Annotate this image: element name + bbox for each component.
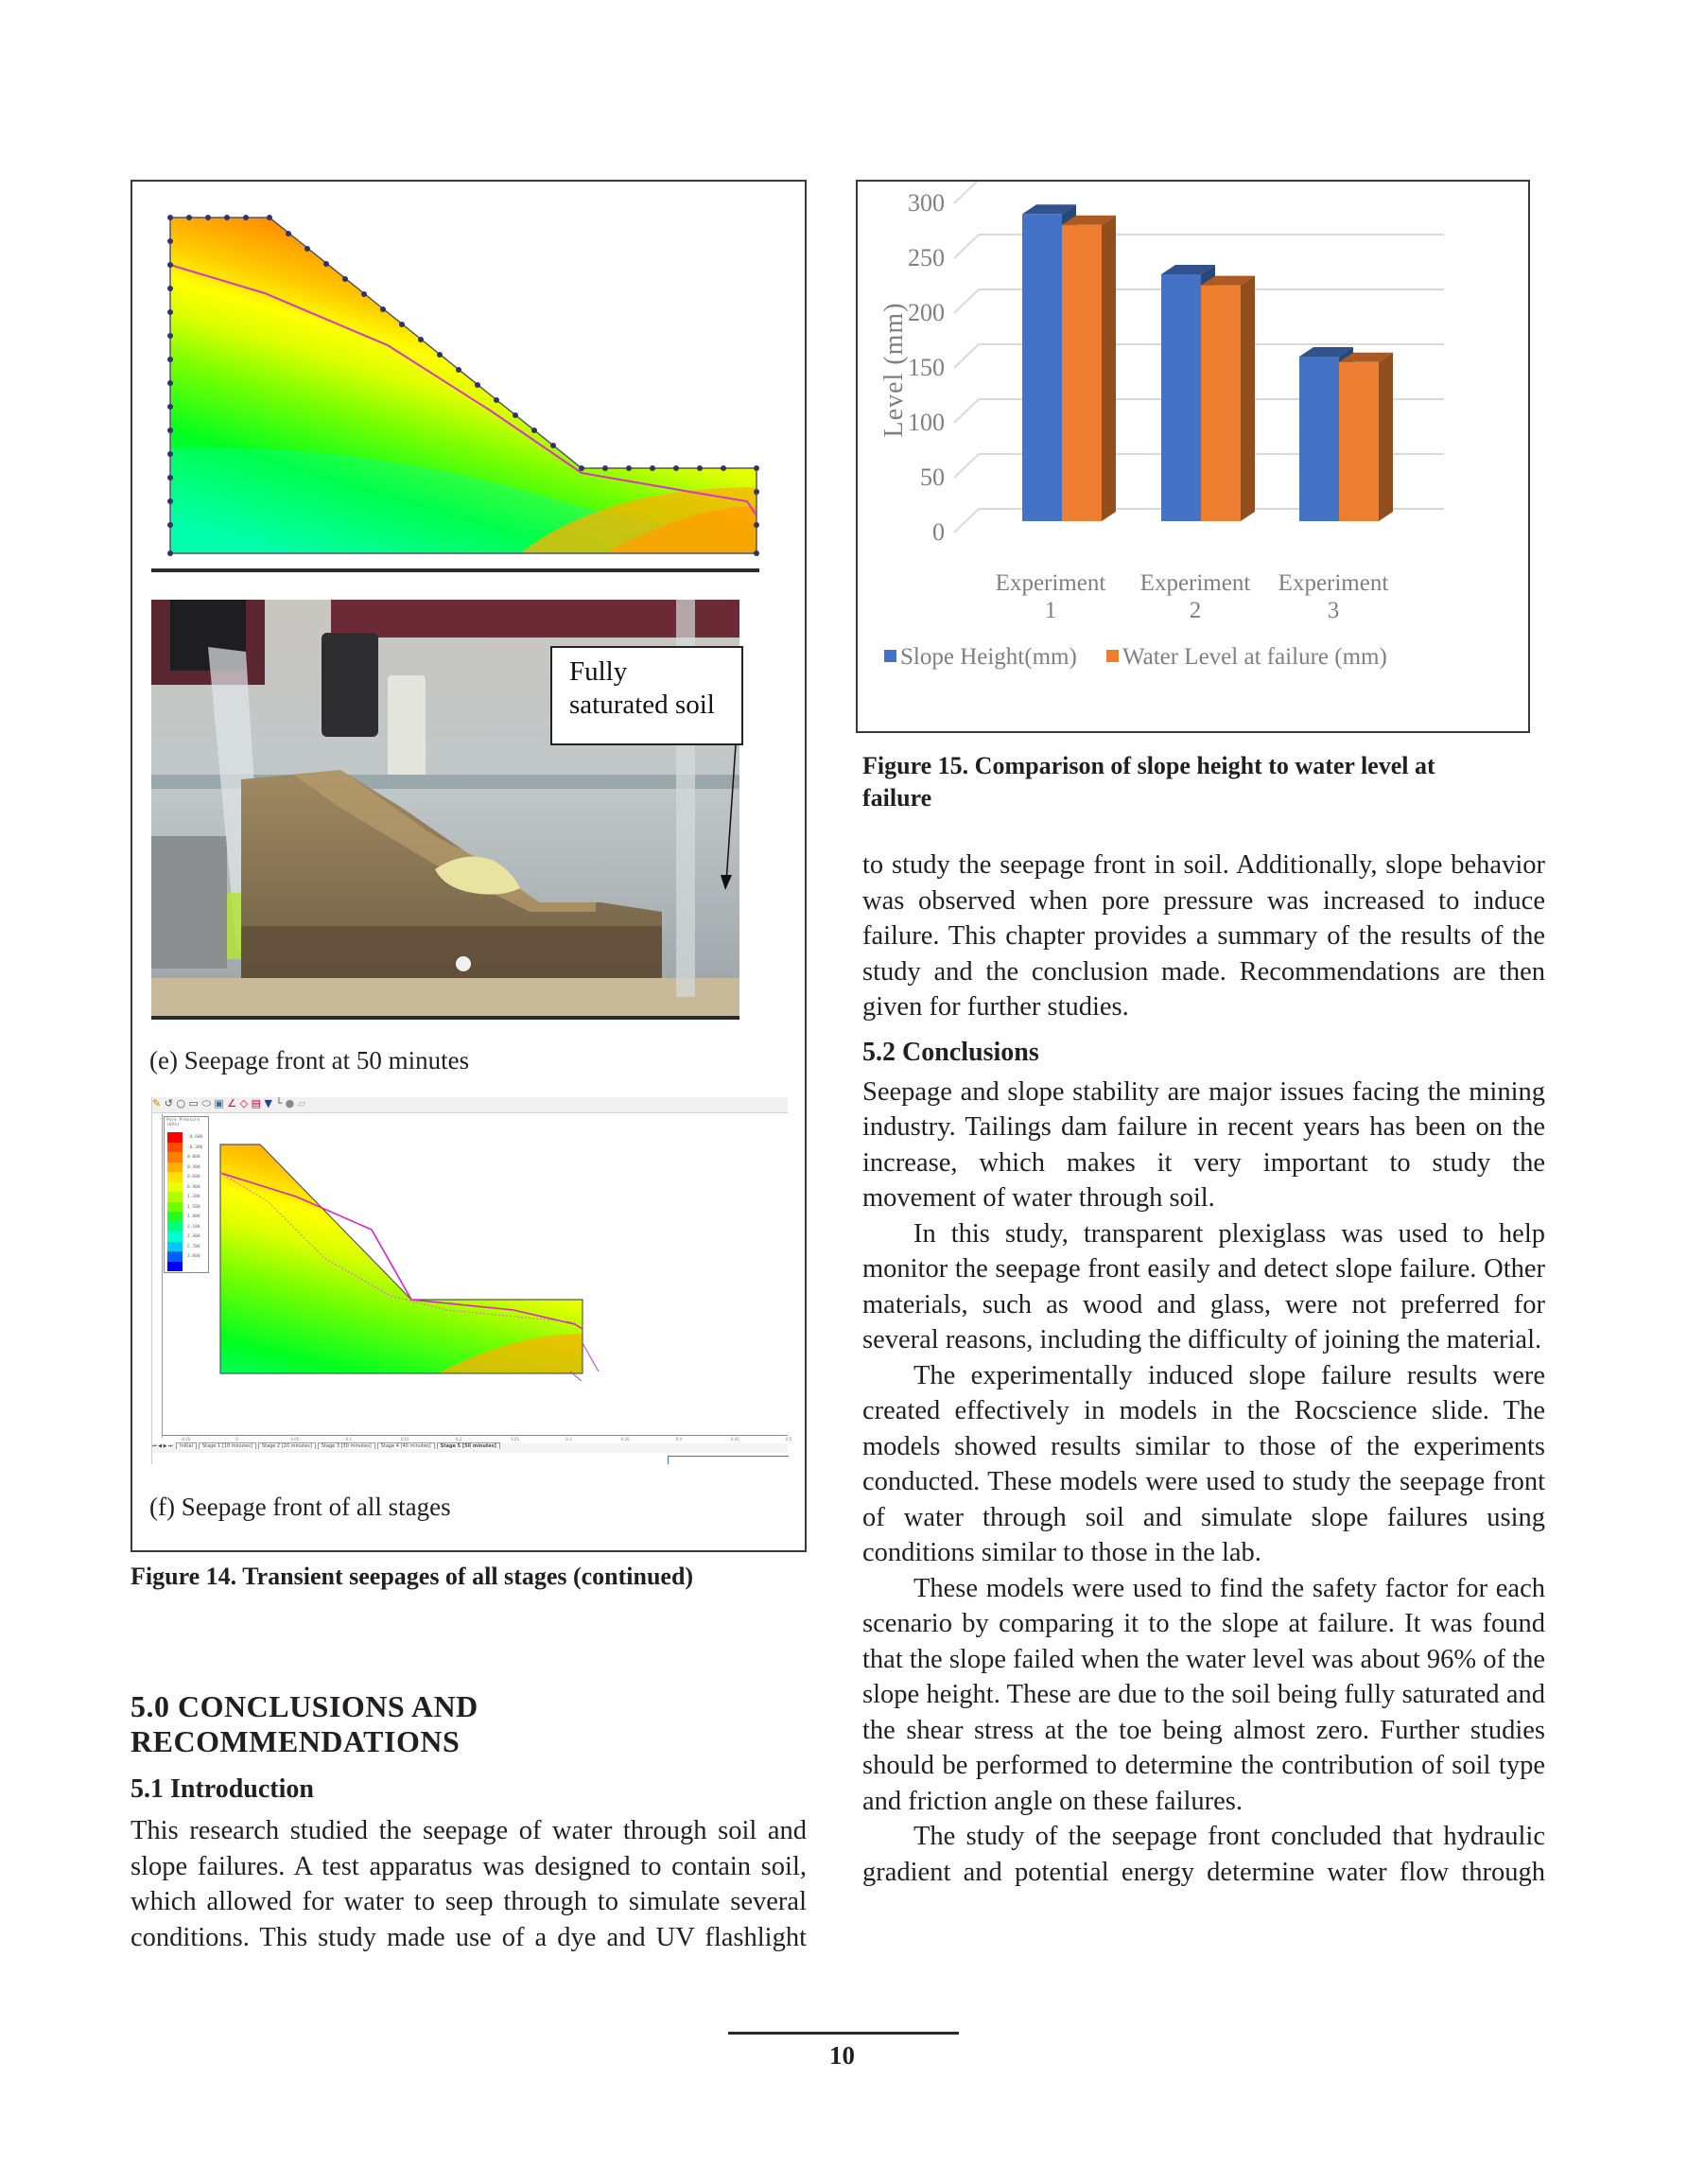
legend-value: 1.800 [187, 1214, 200, 1220]
figure-divider-1 [151, 568, 759, 572]
right-column-text [862, 847, 1545, 1890]
y-tick-label: 150 [908, 354, 945, 381]
seepage-contour-model-top [161, 203, 766, 563]
caption-f: (f) Seepage front of all stages [149, 1493, 451, 1521]
y-tick-label: 300 [908, 189, 945, 217]
y-tick-label: 50 [920, 463, 945, 491]
x-tick-label: 0 [235, 1437, 238, 1441]
x-tick-label: 0.45 [730, 1437, 739, 1441]
legend-value: 0.000 [187, 1155, 200, 1161]
gridline-depth [954, 509, 979, 533]
legend-title: Pore Pressure [166, 1118, 200, 1123]
software-screenshot [151, 1097, 792, 1464]
tab-nav-first-icon[interactable]: ⏮ [152, 1443, 157, 1449]
legend-value: 2.700 [187, 1244, 200, 1249]
x-tick-label: 0.15 [400, 1437, 409, 1441]
legend-value: 0.300 [187, 1164, 200, 1170]
tab-nav-next-icon[interactable]: ▶ [163, 1443, 167, 1449]
legend-value: 1.200 [187, 1195, 200, 1200]
subheading-5-1: 5.1 Introduction [130, 1774, 314, 1804]
conclusions-paragraph-4: These models were used to find the safety factor for each scenario by comparing it to the slope at failure. It was found that the slope failed when the water level was about 96% of the slope height. These are due to the soil being fully saturated and the shear stress at the toe being almost zero. Further studies should be performed to determine the contribution of soil type and friction angle on these failures. [862, 1573, 1545, 1816]
rectangle-icon[interactable]: ▭ [188, 1097, 199, 1109]
legend-unit: (kPa) [166, 1123, 180, 1127]
stage-tab[interactable]: Stage 4 [40 minutes] [377, 1442, 435, 1449]
x-category-label: Experiment [1139, 570, 1251, 596]
legend-value: 0.600 [187, 1175, 200, 1180]
stage-tab[interactable]: Stage 2 [20 minutes] [258, 1442, 316, 1449]
figure-divider-2 [151, 1016, 739, 1020]
x-tick-label: 0.2 [455, 1437, 462, 1441]
axis-icon[interactable]: └ [275, 1097, 283, 1109]
eraser-icon[interactable]: ▱ [297, 1097, 306, 1109]
callout-arrow-icon [662, 743, 747, 894]
gridline-depth [954, 235, 979, 258]
legend-value: 2.400 [187, 1234, 200, 1240]
conclusions-paragraph-1: Seepage and slope stability are major issues facing the mining industry. Tailings dam failure in recent years has been on the increase, which makes it very important to study the movement of water through soil. [862, 1076, 1545, 1213]
bar-slope-height [1299, 357, 1339, 521]
legend-swatch [1106, 650, 1119, 662]
stage-tab[interactable]: Stage 5 [50 minutes] [437, 1442, 500, 1449]
y-tick-label: 200 [908, 299, 945, 326]
x-category-number: 3 [1327, 598, 1340, 623]
caption-e: (e) Seepage front at 50 minutes [149, 1046, 470, 1075]
stage-tabs [152, 1443, 788, 1453]
y-tick-label: 100 [908, 409, 945, 436]
legend-value: 1.500 [187, 1204, 200, 1210]
bar-side [1379, 353, 1393, 521]
heading-line-2: RECOMMENDATIONS [130, 1724, 461, 1758]
callout-line-1: Fully [569, 656, 628, 687]
legend-value: -0.600 [187, 1135, 203, 1141]
conclusions-paragraph-2: In this study, transparent plexiglass was used to help monitor the seepage front easily and detect slope failure. Other materials, such as wood and glass, were not preferred for several reasons, including the difficulty of joining the material. [862, 1218, 1545, 1354]
x-category-number: 2 [1189, 598, 1202, 623]
tab-nav-prev-icon[interactable]: ◀ [158, 1443, 162, 1449]
polygon-icon[interactable]: ◇ [239, 1097, 249, 1109]
filter-icon[interactable]: ▼ [264, 1097, 272, 1109]
angle-icon[interactable]: ∠ [227, 1097, 237, 1109]
bar-water-level [1201, 286, 1241, 521]
stage-tab[interactable]: Initial [176, 1442, 197, 1449]
figure-14-caption: Figure 14. Transient seepages of all stages (continued) [130, 1563, 694, 1590]
intro-continued-paragraph: to study the seepage front in soil. Additionally, slope behavior was observed when pore pressure was increased to induce failure. This chapter provides a summary of the results of the study and the conclusion made. Recommendations are then given for further studies. [862, 850, 1545, 1022]
subheading-5-2: 5.2 Conclusions [862, 1037, 1039, 1067]
figure-15-caption [862, 750, 1435, 814]
gridline-depth [954, 182, 979, 203]
pencil-icon[interactable]: ✎ [152, 1097, 162, 1109]
section-heading-5-0 [130, 1689, 478, 1759]
status-box [668, 1456, 789, 1464]
x-tick-label: 0.3 [565, 1437, 572, 1441]
x-category-label: Experiment [995, 570, 1106, 596]
legend-value: -0.300 [187, 1144, 203, 1150]
figure-15-caption-line-1: Figure 15. Comparison of slope height to water level at [862, 752, 1435, 779]
y-axis-label: Level (mm) [879, 302, 909, 438]
bar-chart [858, 182, 1528, 731]
intro-paragraph [130, 1813, 807, 1955]
y-tick-label: 250 [908, 244, 945, 271]
callout-line-2: saturated soil [569, 690, 715, 720]
heading-line-1: 5.0 CONCLUSIONS AND [130, 1689, 478, 1723]
footer-rule [728, 2032, 959, 2035]
x-tick-label: 0.25 [511, 1437, 519, 1441]
y-tick-label: 0 [932, 518, 945, 546]
ellipse-icon[interactable]: ⬭ [201, 1097, 211, 1109]
page-number: 10 [829, 2041, 855, 2070]
bar-slope-height [1161, 274, 1201, 521]
circle-icon[interactable]: ○ [176, 1097, 186, 1109]
undo-icon[interactable]: ↺ [164, 1097, 173, 1109]
legend-value: 0.900 [187, 1184, 200, 1190]
conclusions-paragraph-5: The study of the seepage front concluded that hydraulic gradient and potential energy determine water flow through [862, 1822, 1545, 1887]
gridline-depth [954, 399, 979, 423]
tab-nav-last-icon[interactable]: ⏭ [168, 1443, 173, 1449]
x-tick-label: 0.05 [290, 1437, 300, 1441]
legend-value: 3.000 [187, 1254, 200, 1260]
gridline-depth [954, 289, 979, 313]
figure-15-caption-line-2: failure [862, 784, 932, 812]
bar-water-level [1062, 225, 1102, 521]
legend-label: Slope Height(mm) [900, 644, 1077, 670]
x-tick-label: 0.35 [620, 1437, 630, 1441]
x-tick-label: 0.5 [786, 1437, 792, 1441]
legend-swatch [884, 650, 896, 662]
frame-icon[interactable]: ▤ [251, 1097, 262, 1109]
legend-label: Water Level at failure (mm) [1122, 644, 1387, 670]
fully-saturated-soil-callout [550, 646, 743, 745]
seepage-contour-model-all-stages [152, 1097, 788, 1438]
bar-side [1241, 276, 1255, 521]
stage-tab[interactable]: Stage 1 [10 minutes] [199, 1442, 256, 1449]
x-tick-label: 0.1 [345, 1437, 352, 1441]
x-tick-label: -0.05 [181, 1437, 191, 1441]
x-tick-label: 0.4 [675, 1437, 682, 1441]
x-category-label: Experiment [1278, 570, 1389, 596]
conclusions-paragraph-3: The experimentally induced slope failure results were created effectively in models in the Rocscience slide. The models showed results similar to those of the experiments conducted. These models were used to study the seepage front of water through soil and simulate slope failures using conditions similar to those in the lab. [862, 1360, 1545, 1567]
bar-slope-height [1022, 214, 1062, 521]
legend-value: 2.100 [187, 1224, 200, 1230]
bar-side [1102, 216, 1116, 521]
gridline-depth [954, 454, 979, 478]
gridline-depth [954, 344, 979, 368]
x-category-number: 1 [1044, 598, 1057, 623]
sphere-icon[interactable]: ● [285, 1097, 295, 1109]
stage-tab[interactable]: Stage 3 [30 minutes] [318, 1442, 375, 1449]
image-icon[interactable]: ▣ [214, 1097, 224, 1109]
intro-text: This research studied the seepage of water through soil and slope failures. A test apparatus was designed to contain soil, which allowed for water to seep through to simulate several conditions. This study made use of a dye and UV flashlight [130, 1816, 807, 1952]
bar-water-level [1339, 362, 1379, 521]
